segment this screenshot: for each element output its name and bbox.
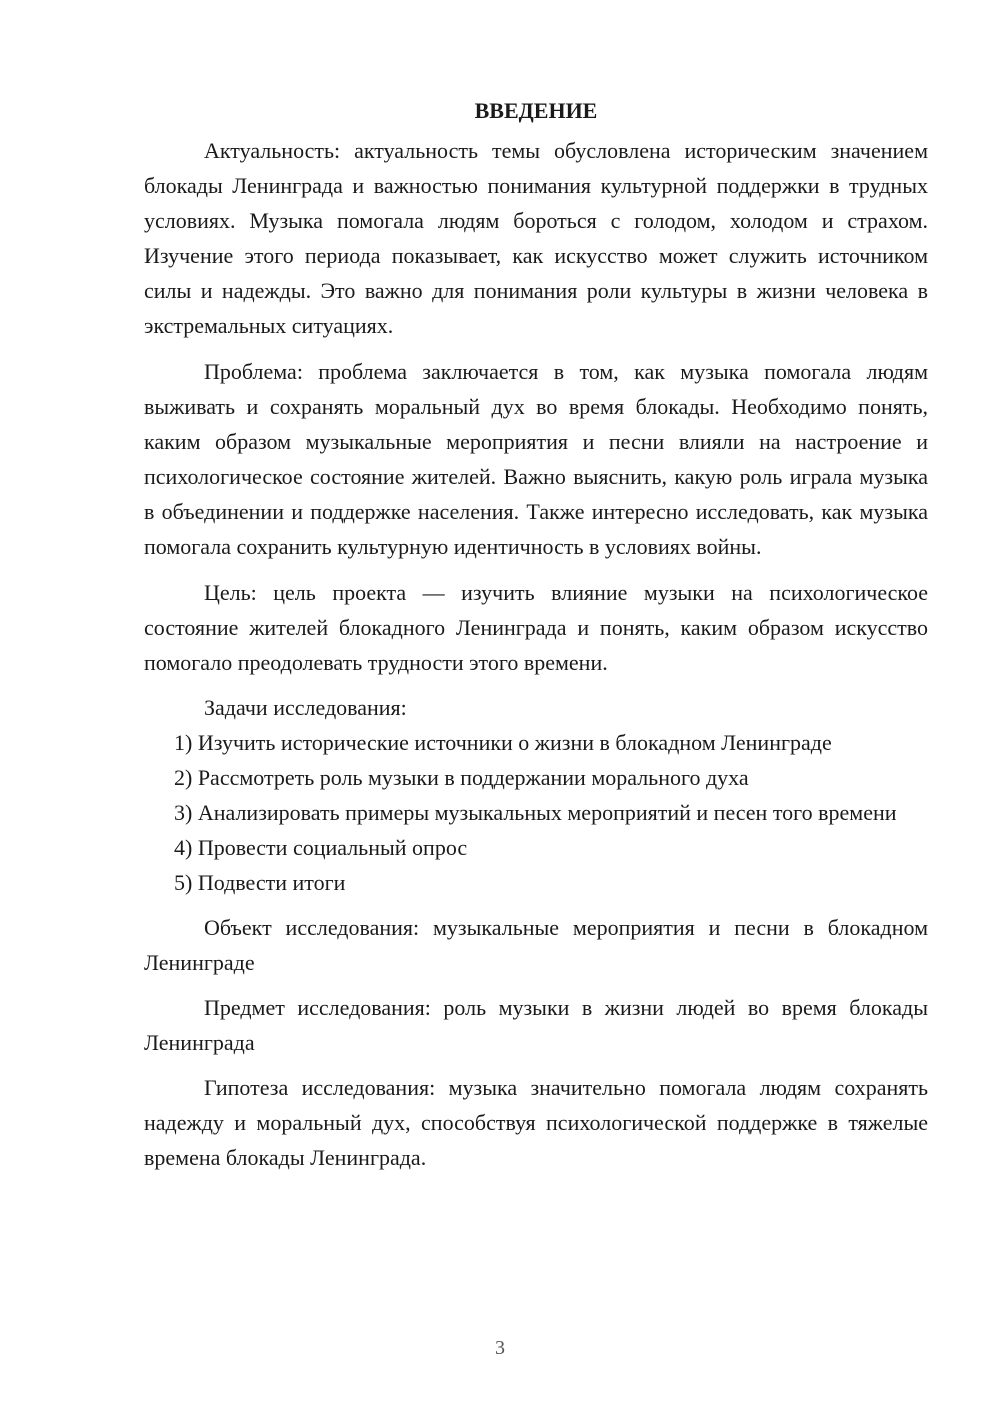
list-item: 3) Анализировать примеры музыкальных мероприятий и песен того времени [174, 800, 897, 825]
list-item: 1) Изучить исторические источники о жизни в блокадном Ленинграде [174, 730, 832, 755]
tasks-heading: Задачи исследования: [204, 695, 407, 720]
page-number: 3 [495, 1337, 505, 1359]
list-item: 2) Рассмотреть роль музыки в поддержании морального духа [174, 765, 749, 790]
hypothesis-paragraph: Гипотеза исследования: музыка значительно помогала людям сохранять надежду и моральный дух, способствуя психологической поддержке в тяжелые времена блокады Ленинграда. [144, 1075, 928, 1170]
page-title: ВВЕДЕНИЕ [474, 98, 598, 123]
tasks-list [144, 725, 928, 900]
page-content [144, 96, 928, 1175]
relevance-paragraph: Актуальность: актуальность темы обусловлена историческим значением блокады Ленинграда и важностью понимания культурной поддержки в трудных условиях. Музыка помогала людям бороться с голодом, холодом и страхом. Изучение этого периода показывает, как искусство может служить источником силы и надежды. Это важно для понимания роли культуры в жизни человека в экстремальных ситуациях. [144, 138, 928, 338]
problem-paragraph: Проблема: проблема заключается в том, как музыка помогала людям выживать и сохранять моральный дух во время блокады. Необходимо понять, каким образом музыкальные мероприятия и песни влияли на настроение и психологическое состояние жителей. Важно выяснить, какую роль играла музыка в объединении и поддержке населения. Также интересно исследовать, как музыка помогала сохранить культурную идентичность в условиях войны. [144, 359, 928, 559]
object-paragraph: Объект исследования: музыкальные мероприятия и песни в блокадном Ленинграде [144, 915, 928, 975]
subject-paragraph: Предмет исследования: роль музыки в жизни людей во время блокады Ленинграда [144, 995, 928, 1055]
list-item: 5) Подвести итоги [174, 870, 346, 895]
goal-paragraph: Цель: цель проекта — изучить влияние музыки на психологическое состояние жителей блокадного Ленинграда и понять, каким образом искусство помогало преодолевать трудности этого времени. [144, 580, 928, 675]
list-item: 4) Провести социальный опрос [174, 835, 468, 860]
